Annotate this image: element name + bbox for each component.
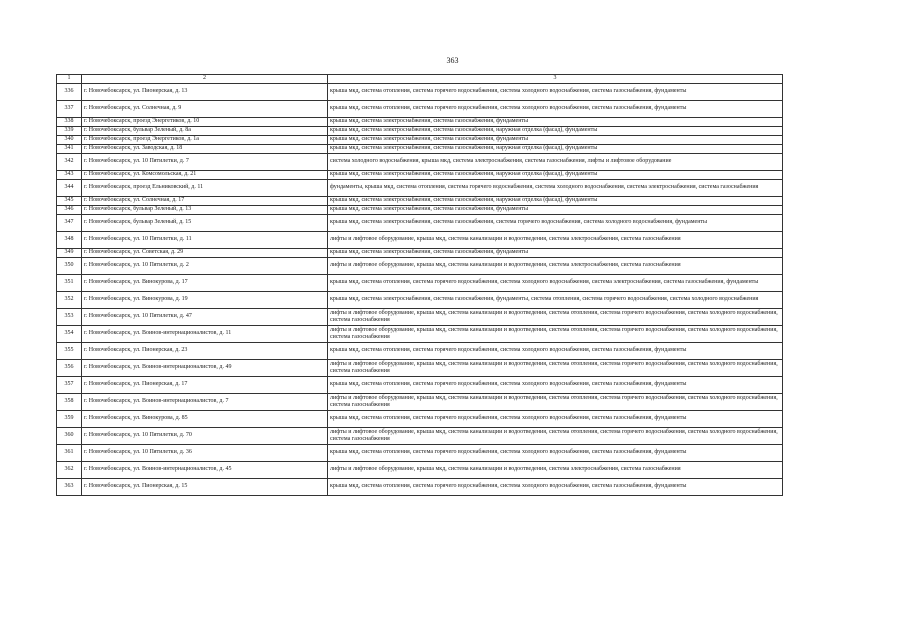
- column-header-3: 3: [328, 75, 783, 84]
- works-cell: крыша мкд, система отопления, система горячего водоснабжения, система холодного водоснабжения, система газоснабжения, фундаменты: [328, 479, 783, 496]
- address-cell: г. Новочебоксарск, проезд Ельниковский, д. 11: [82, 180, 328, 197]
- row-number-cell: 350: [57, 258, 82, 275]
- table-row: [57, 479, 783, 496]
- table-row: [57, 343, 783, 360]
- address-cell: г. Новочебоксарск, ул. Пионерская, д. 23: [82, 343, 328, 360]
- works-cell: крыша мкд, система электроснабжения, система газоснабжения, фундаменты: [328, 249, 783, 258]
- address-cell: г. Новочебоксарск, ул. Винокурова, д. 85: [82, 411, 328, 428]
- works-cell: лифты и лифтовое оборудование, крыша мкд, система канализации и водоотведения, система электроснабжения, система газоснабжения: [328, 258, 783, 275]
- address-cell: г. Новочебоксарск, бульвар Зеленый, д. 8а: [82, 127, 328, 136]
- row-number-cell: 356: [57, 360, 82, 377]
- works-cell: система холодного водоснабжения, крыша мкд, система электроснабжения, система газоснабжения, лифты и лифтовое оборудование: [328, 154, 783, 171]
- address-cell: г. Новочебоксарск, проезд Энергетиков, д. 10: [82, 118, 328, 127]
- works-cell: крыша мкд, система электроснабжения, система газоснабжения, фундаменты, система отопления, система горячего водоснабжения, система холодного водоснабжения: [328, 292, 783, 309]
- address-cell: г. Новочебоксарск, ул. 10 Пятилетки, д. 7: [82, 154, 328, 171]
- address-cell: г. Новочебоксарск, ул. Воинов-интернационалистов, д. 11: [82, 326, 328, 343]
- address-cell: г. Новочебоксарск, ул. 10 Пятилетки, д. 70: [82, 428, 328, 445]
- row-number-cell: 347: [57, 215, 82, 232]
- works-cell: крыша мкд, система электроснабжения, система газоснабжения, наружная отделка (фасад), фундаменты: [328, 171, 783, 180]
- row-number-cell: 338: [57, 118, 82, 127]
- table-row: [57, 428, 783, 445]
- table-row: [57, 118, 783, 127]
- works-cell: лифты и лифтовое оборудование, крыша мкд, система канализации и водоотведения, система электроснабжения, система газоснабжения: [328, 232, 783, 249]
- address-cell: г. Новочебоксарск, ул. Солнечная, д. 17: [82, 197, 328, 206]
- works-cell: лифты и лифтовое оборудование, крыша мкд, система канализации и водоотведения, система отопления, система горячего водоснабжения, система холодного водоснабжения, система газоснабжения: [328, 326, 783, 343]
- table-header-row: [57, 75, 783, 84]
- works-cell: фундаменты, крыша мкд, система отопления, система горячего водоснабжения, система холодного водоснабжения, система электроснабжения, система газоснабжения: [328, 180, 783, 197]
- row-number-cell: 339: [57, 127, 82, 136]
- table-row: [57, 292, 783, 309]
- table-row: [57, 360, 783, 377]
- row-number-cell: 359: [57, 411, 82, 428]
- row-number-cell: 343: [57, 171, 82, 180]
- page-number: 363: [446, 56, 459, 65]
- row-number-cell: 351: [57, 275, 82, 292]
- works-cell: крыша мкд, система отопления, система горячего водоснабжения, система холодного водоснабжения, система газоснабжения, фундаменты: [328, 343, 783, 360]
- row-number-cell: 362: [57, 462, 82, 479]
- column-header-2: 2: [82, 75, 328, 84]
- works-table: [56, 74, 783, 496]
- address-cell: г. Новочебоксарск, ул. Пионерская, д. 13: [82, 84, 328, 101]
- address-cell: г. Новочебоксарск, ул. Винокурова, д. 17: [82, 275, 328, 292]
- row-number-cell: 348: [57, 232, 82, 249]
- works-cell: крыша мкд, система отопления, система горячего водоснабжения, система холодного водоснабжения, система газоснабжения, фундаменты: [328, 84, 783, 101]
- row-number-cell: 344: [57, 180, 82, 197]
- table-row: [57, 462, 783, 479]
- row-number-cell: 353: [57, 309, 82, 326]
- works-cell: крыша мкд, система электроснабжения, система газоснабжения, система горячего водоснабжения, система холодного водоснабжения, фундаменты: [328, 215, 783, 232]
- table-row: [57, 258, 783, 275]
- works-cell: лифты и лифтовое оборудование, крыша мкд, система канализации и водоотведения, система отопления, система горячего водоснабжения, система холодного водоснабжения, система газоснабжения: [328, 394, 783, 411]
- works-cell: крыша мкд, система электроснабжения, система газоснабжения, фундаменты: [328, 206, 783, 215]
- works-cell: крыша мкд, система отопления, система горячего водоснабжения, система холодного водоснабжения, система газоснабжения, фундаменты: [328, 101, 783, 118]
- row-number-cell: 337: [57, 101, 82, 118]
- works-cell: лифты и лифтовое оборудование, крыша мкд, система канализации и водоотведения, система отопления, система горячего водоснабжения, система холодного водоснабжения, система газоснабжения: [328, 428, 783, 445]
- table-row: [57, 171, 783, 180]
- table-row: [57, 232, 783, 249]
- works-cell: крыша мкд, система электроснабжения, система газоснабжения, наружная отделка (фасад), фундаменты: [328, 145, 783, 154]
- row-number-cell: 340: [57, 136, 82, 145]
- address-cell: г. Новочебоксарск, ул. Воинов-интернационалистов, д. 7: [82, 394, 328, 411]
- table-row: [57, 411, 783, 428]
- address-cell: г. Новочебоксарск, ул. 10 Пятилетки, д. 36: [82, 445, 328, 462]
- table-row: [57, 206, 783, 215]
- address-cell: г. Новочебоксарск, ул. Пионерская, д. 17: [82, 377, 328, 394]
- table-row: [57, 180, 783, 197]
- address-cell: г. Новочебоксарск, бульвар Зеленый, д. 13: [82, 206, 328, 215]
- row-number-cell: 352: [57, 292, 82, 309]
- table-row: [57, 326, 783, 343]
- works-cell: крыша мкд, система отопления, система горячего водоснабжения, система холодного водоснабжения, система газоснабжения, фундаменты: [328, 377, 783, 394]
- table-row: [57, 377, 783, 394]
- table-row: [57, 215, 783, 232]
- address-cell: г. Новочебоксарск, ул. Советская, д. 29: [82, 249, 328, 258]
- works-cell: крыша мкд, система отопления, система горячего водоснабжения, система холодного водоснабжения, система электроснабжения, система газоснабжения, фундаменты: [328, 275, 783, 292]
- table-body: [57, 84, 783, 496]
- row-number-cell: 355: [57, 343, 82, 360]
- address-cell: г. Новочебоксарск, ул. Пионерская, д. 15: [82, 479, 328, 496]
- row-number-cell: 349: [57, 249, 82, 258]
- address-cell: г. Новочебоксарск, ул. Воинов-интернационалистов, д. 45: [82, 462, 328, 479]
- address-cell: г. Новочебоксарск, ул. Винокурова, д. 19: [82, 292, 328, 309]
- row-number-cell: 360: [57, 428, 82, 445]
- works-cell: крыша мкд, система электроснабжения, система газоснабжения, наружная отделка (фасад), фундаменты: [328, 127, 783, 136]
- address-cell: г. Новочебоксарск, бульвар Зеленый, д. 15: [82, 215, 328, 232]
- row-number-cell: 341: [57, 145, 82, 154]
- address-cell: г. Новочебоксарск, ул. 10 Пятилетки, д. 47: [82, 309, 328, 326]
- table-row: [57, 145, 783, 154]
- table-row: [57, 309, 783, 326]
- table-row: [57, 84, 783, 101]
- address-cell: г. Новочебоксарск, ул. Заводская, д. 18: [82, 145, 328, 154]
- table-row: [57, 249, 783, 258]
- works-cell: крыша мкд, система электроснабжения, система газоснабжения, фундаменты: [328, 136, 783, 145]
- works-cell: крыша мкд, система отопления, система горячего водоснабжения, система холодного водоснабжения, система газоснабжения, фундаменты: [328, 411, 783, 428]
- table-row: [57, 101, 783, 118]
- table-row: [57, 445, 783, 462]
- table-row: [57, 136, 783, 145]
- row-number-cell: 358: [57, 394, 82, 411]
- row-number-cell: 346: [57, 206, 82, 215]
- works-cell: крыша мкд, система электроснабжения, система газоснабжения, наружная отделка (фасад), фундаменты: [328, 197, 783, 206]
- row-number-cell: 357: [57, 377, 82, 394]
- works-cell: лифты и лифтовое оборудование, крыша мкд, система канализации и водоотведения, система отопления, система горячего водоснабжения, система холодного водоснабжения, система газоснабжения: [328, 360, 783, 377]
- address-cell: г. Новочебоксарск, ул. 10 Пятилетки, д. 2: [82, 258, 328, 275]
- row-number-cell: 361: [57, 445, 82, 462]
- works-cell: крыша мкд, система электроснабжения, система газоснабжения, фундаменты: [328, 118, 783, 127]
- table-row: [57, 275, 783, 292]
- table-row: [57, 154, 783, 171]
- table-row: [57, 394, 783, 411]
- works-cell: лифты и лифтовое оборудование, крыша мкд, система канализации и водоотведения, система электроснабжения, система газоснабжения: [328, 462, 783, 479]
- works-cell: крыша мкд, система отопления, система горячего водоснабжения, система холодного водоснабжения, система газоснабжения, фундаменты: [328, 445, 783, 462]
- address-cell: г. Новочебоксарск, ул. Комсомольская, д. 21: [82, 171, 328, 180]
- table-row: [57, 127, 783, 136]
- address-cell: г. Новочебоксарск, ул. Солнечная, д. 9: [82, 101, 328, 118]
- row-number-cell: 336: [57, 84, 82, 101]
- row-number-cell: 342: [57, 154, 82, 171]
- row-number-cell: 354: [57, 326, 82, 343]
- column-header-1: 1: [57, 75, 82, 84]
- address-cell: г. Новочебоксарск, проезд Энергетиков, д. 1а: [82, 136, 328, 145]
- works-cell: лифты и лифтовое оборудование, крыша мкд, система канализации и водоотведения, система отопления, система горячего водоснабжения, система холодного водоснабжения, система газоснабжения: [328, 309, 783, 326]
- row-number-cell: 345: [57, 197, 82, 206]
- address-cell: г. Новочебоксарск, ул. 10 Пятилетки, д. 11: [82, 232, 328, 249]
- address-cell: г. Новочебоксарск, ул. Воинов-интернационалистов, д. 49: [82, 360, 328, 377]
- row-number-cell: 363: [57, 479, 82, 496]
- table-row: [57, 197, 783, 206]
